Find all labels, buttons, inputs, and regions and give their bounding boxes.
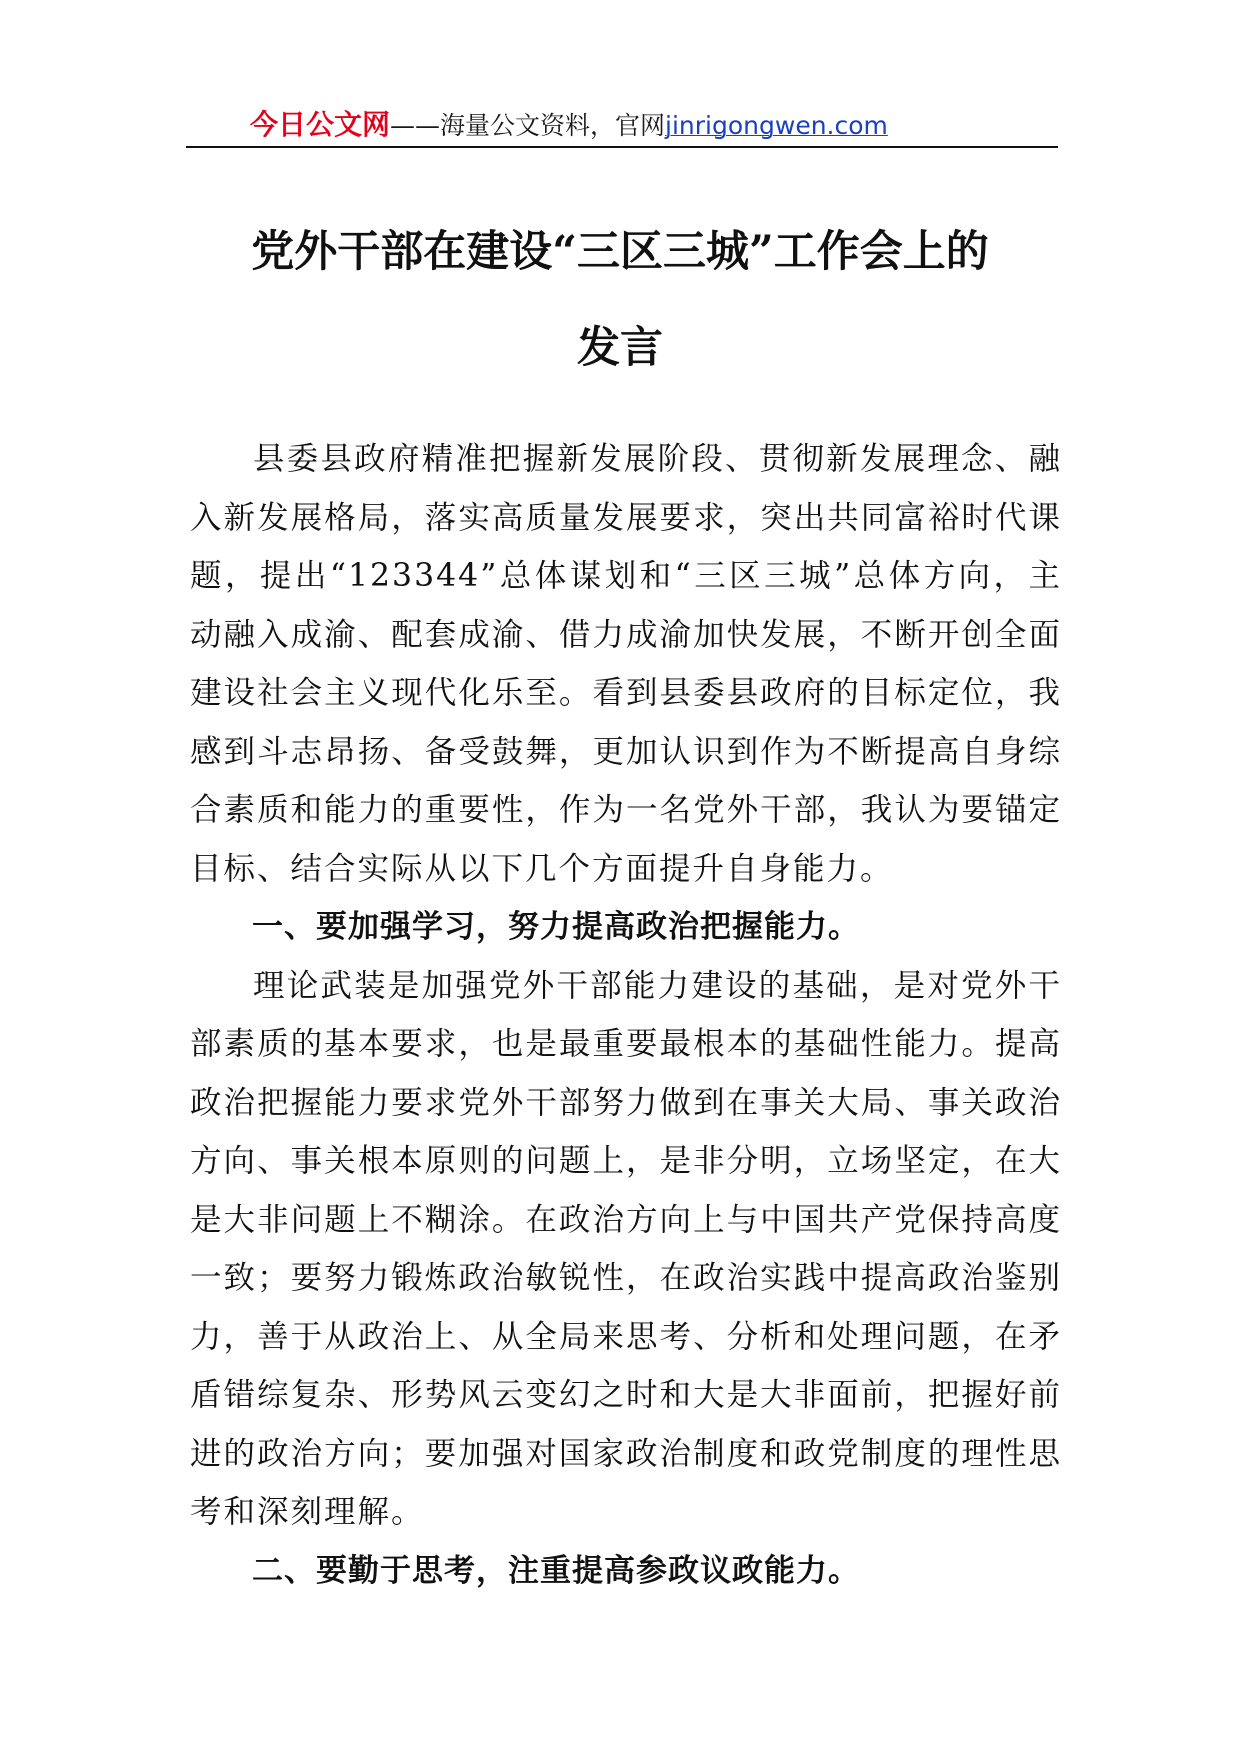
page-header [186,108,1058,148]
website-link[interactable]: jinrigongwen.com [665,111,888,140]
section-1-paragraph: 理论武装是加强党外干部能力建设的基础，是对党外干部素质的基本要求，也是最重要最根本的基础性能力。提高政治把握能力要求党外干部努力做到在事关大局、事关政治方向、事关根本原则的问题上，是非分明，立场坚定，在大是大非问题上不糊涂。在政治方向上与中国共产党保持高度一致；要努力锻炼政治敏锐性，在政治实践中提高政治鉴别力，善于从政治上、从全局来思考、分析和处理问题，在矛盾错综复杂、形势风云变幻之时和大是大非面前，把握好前进的政治方向；要加强对国家政治制度和政党制度的理性思考和深刻理解。 [190,967,1062,1530]
section-heading-2: 二、要勤于思考，注重提高参政议政能力。 [252,1552,860,1589]
intro-paragraph: 县委县政府精准把握新发展阶段、贯彻新发展理念、融入新发展格局，落实高质量发展要求，突出共同富裕时代课题，提出“123344”总体谋划和“三区三城”总体方向，主动融入成渝、配套成渝、借力成渝加快发展，不断开创全面建设社会主义现代化乐至。看到县委县政府的目标定位，我感到斗志昂扬、备受鼓舞，更加认识到作为不断提高自身综合素质和能力的重要性，作为一名党外干部，我认为要锚定目标、结合实际从以下几个方面提升自身能力。 [190,441,1062,887]
section-heading-1: 一、要加强学习，努力提高政治把握能力。 [252,909,860,945]
document-body [190,430,1062,1600]
brand-name: 今日公文网 [250,108,391,141]
title-line-1: 党外干部在建设“三区三城”工作会上的 [251,227,989,277]
header-slogan: ——海量公文资料，官网 [390,111,666,140]
document-title [150,204,1090,396]
header-banner [250,108,888,143]
title-line-2: 发言 [577,323,663,373]
